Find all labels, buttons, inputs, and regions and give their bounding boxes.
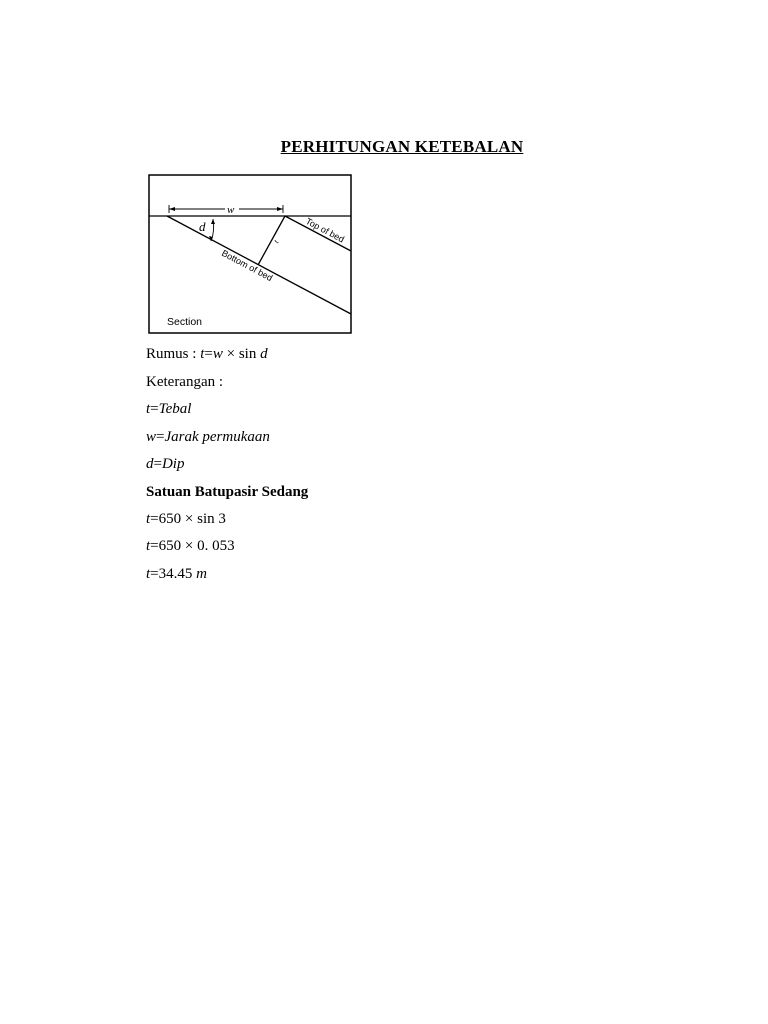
top-of-bed-label: Top of bed — [304, 215, 346, 245]
formula-t: t — [200, 346, 205, 362]
calc-t: t — [146, 538, 151, 554]
calc-unit: m — [196, 566, 207, 582]
calc-line-1 — [146, 510, 226, 528]
formula-prefix: Rumus : — [146, 346, 197, 362]
calc-expr: 34.45 — [158, 566, 193, 582]
t-label: t — [271, 238, 281, 245]
calc-t: t — [146, 511, 151, 527]
def-symbol: t — [146, 401, 151, 417]
formula-line — [146, 345, 268, 363]
formula-w: w — [212, 346, 223, 362]
def-desc: Dip — [161, 456, 185, 472]
formula-sin: sin — [238, 346, 257, 362]
calc-t: t — [146, 566, 151, 582]
def-t — [146, 400, 191, 418]
calc-eq: = — [150, 538, 159, 554]
page-title: PERHITUNGAN KETEBALAN — [280, 137, 524, 156]
calc-eq: = — [150, 511, 159, 527]
diagram-frame — [149, 175, 351, 333]
section-label: Section — [167, 316, 203, 328]
def-symbol: d — [146, 456, 154, 472]
section-heading: Satuan Batupasir Sedang — [146, 484, 309, 500]
formula-d: d — [260, 346, 268, 362]
formula-times: × — [226, 346, 236, 362]
def-d — [146, 455, 184, 473]
bottom-of-bed-label: Bottom of bed — [220, 247, 275, 284]
def-eq: = — [153, 456, 162, 472]
calc-expr: 650 × 0. 053 — [158, 538, 235, 554]
formula-eq: = — [204, 346, 213, 362]
def-desc: Jarak permukaan — [164, 429, 270, 445]
def-eq: = — [150, 401, 159, 417]
def-w — [146, 428, 270, 446]
keterangan-label: Keterangan : — [146, 374, 224, 390]
calc-line-2 — [146, 537, 235, 555]
calc-line-3 — [146, 565, 207, 583]
def-eq: = — [156, 429, 165, 445]
calc-expr: 650 × sin 3 — [158, 511, 226, 527]
w-label: w — [227, 204, 235, 216]
def-desc: Tebal — [158, 401, 192, 417]
d-label: d — [199, 219, 206, 234]
calc-eq: = — [150, 566, 159, 582]
def-symbol: w — [146, 429, 157, 445]
section-diagram — [147, 173, 353, 336]
